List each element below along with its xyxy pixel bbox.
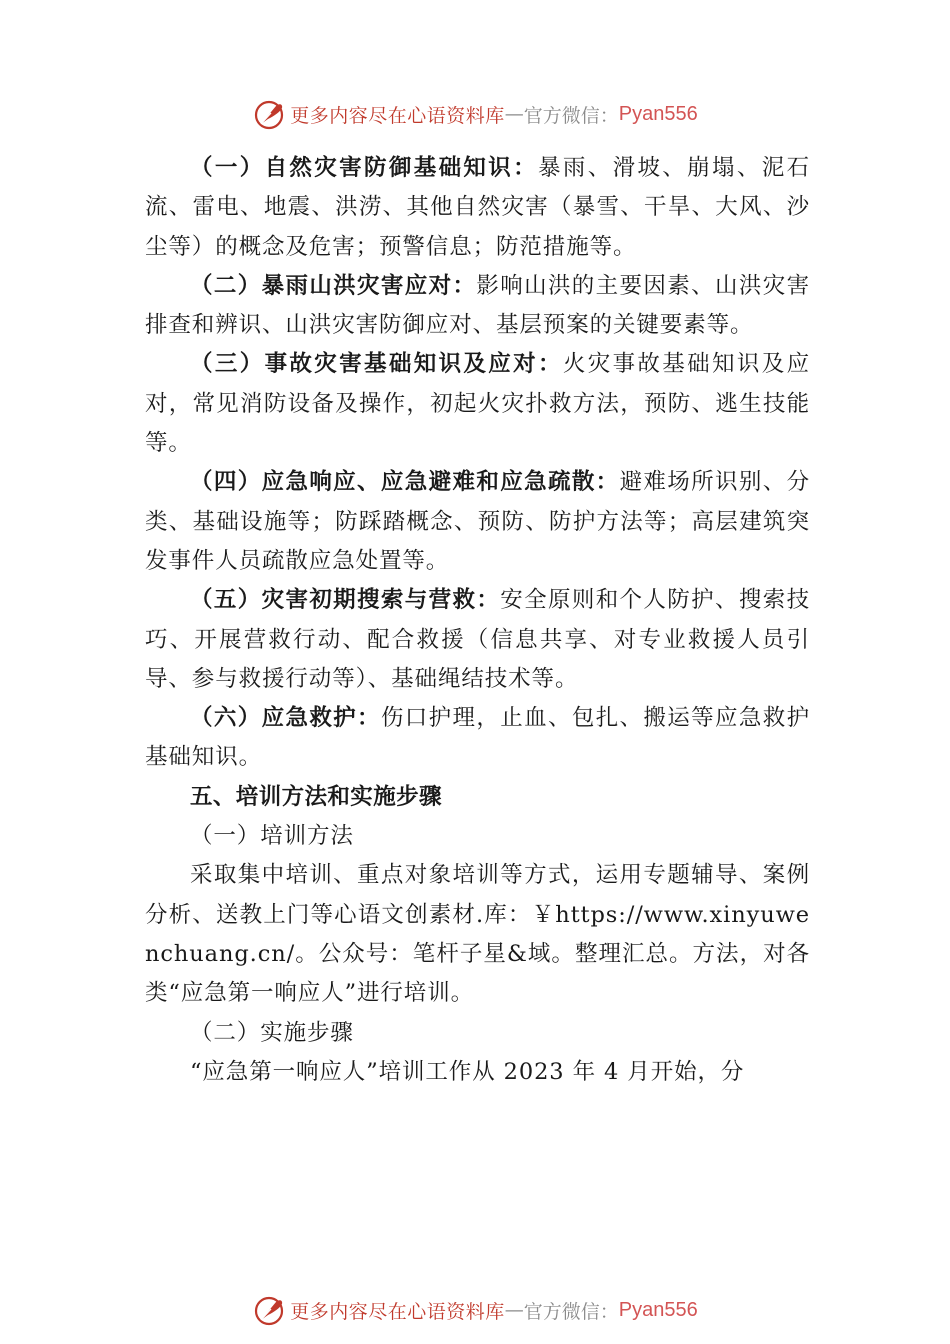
paragraph-lead: （二）暴雨山洪灾害应对： (190, 272, 477, 299)
header-banner (0, 94, 950, 134)
banner-wechat-label: 官方微信： (523, 104, 619, 127)
paragraph-accident-response (145, 345, 810, 463)
paragraph-text: 安全原则和个人防护、搜索技巧、开展营救行动、配合救援（信息共享、对专业救援人员引导、参与救援行动等）、基础绳结技术等。 (145, 587, 810, 692)
banner-dash: — (504, 1299, 524, 1321)
banner-promo-text: 更多内容尽在心语资料库 (290, 104, 505, 127)
paragraph-text: 火灾事故基础知识及应对，常见消防设备及操作，初起火灾扑救方法，预防、逃生技能等。 (145, 351, 810, 457)
paragraph-implementation-steps: “应急第一响应人”培训工作从 2023 年 4 月开始，分 (190, 1058, 745, 1085)
paragraph-search-rescue (145, 581, 810, 699)
quill-logo-icon (252, 97, 286, 131)
banner-dash: — (504, 103, 524, 125)
paragraph-disaster-knowledge (145, 149, 810, 267)
paragraph-flood-response (145, 267, 810, 346)
banner-wechat-handle: Pyan556 (618, 102, 698, 125)
banner-wechat-handle: Pyan556 (618, 1298, 698, 1321)
document-body (145, 149, 810, 1092)
paragraph-lead: （五）灾害初期搜索与营救： (190, 587, 501, 614)
footer-banner (0, 1290, 950, 1330)
paragraph-first-aid (145, 699, 810, 778)
paragraph-lead: （三）事故灾害基础知识及应对： (190, 351, 563, 378)
quill-logo-icon (252, 1293, 286, 1327)
paragraph-training-methods: 采取集中培训、重点对象培训等方式，运用专题辅导、案例分析、送教上门等心语文创素材.库：￥https://www.xinyuwenchuang.cn/。公众号：笔杆子星&域。整理汇总。方法，对各类“应急第一响应人”进行培训。 (145, 862, 810, 1007)
paragraph-lead: （六）应急救护： (190, 705, 381, 732)
paragraph-text: 避难场所识别、分类、基础设施等；防踩踏概念、预防、防护方法等；高层建筑突发事件人员疏散应急处置等。 (145, 469, 811, 574)
subsection-title-methods: （一）培训方法 (190, 823, 354, 850)
paragraph-lead: （一）自然灾害防御基础知识： (190, 155, 539, 181)
section-heading: 五、培训方法和实施步骤 (190, 783, 442, 810)
banner-wechat-label: 官方微信： (523, 1300, 619, 1323)
paragraph-evacuation (145, 463, 810, 581)
paragraph-text: 影响山洪的主要因素、山洪灾害排查和辨识、山洪灾害防御应对、基层预案的关键要素等。 (145, 272, 810, 339)
paragraph-text: 伤口护理，止血、包扎、搬运等应急救护基础知识。 (145, 705, 811, 771)
paragraph-lead: （四）应急响应、应急避难和应急疏散： (190, 469, 620, 496)
subsection-title-steps: （二）实施步骤 (190, 1019, 354, 1046)
banner-promo-text: 更多内容尽在心语资料库 (290, 1300, 505, 1323)
paragraph-text: 暴雨、滑坡、崩塌、泥石流、雷电、地震、洪涝、其他自然灾害（暴雪、干旱、大风、沙尘等）的概念及危害；预警信息；防范措施等。 (145, 155, 810, 260)
